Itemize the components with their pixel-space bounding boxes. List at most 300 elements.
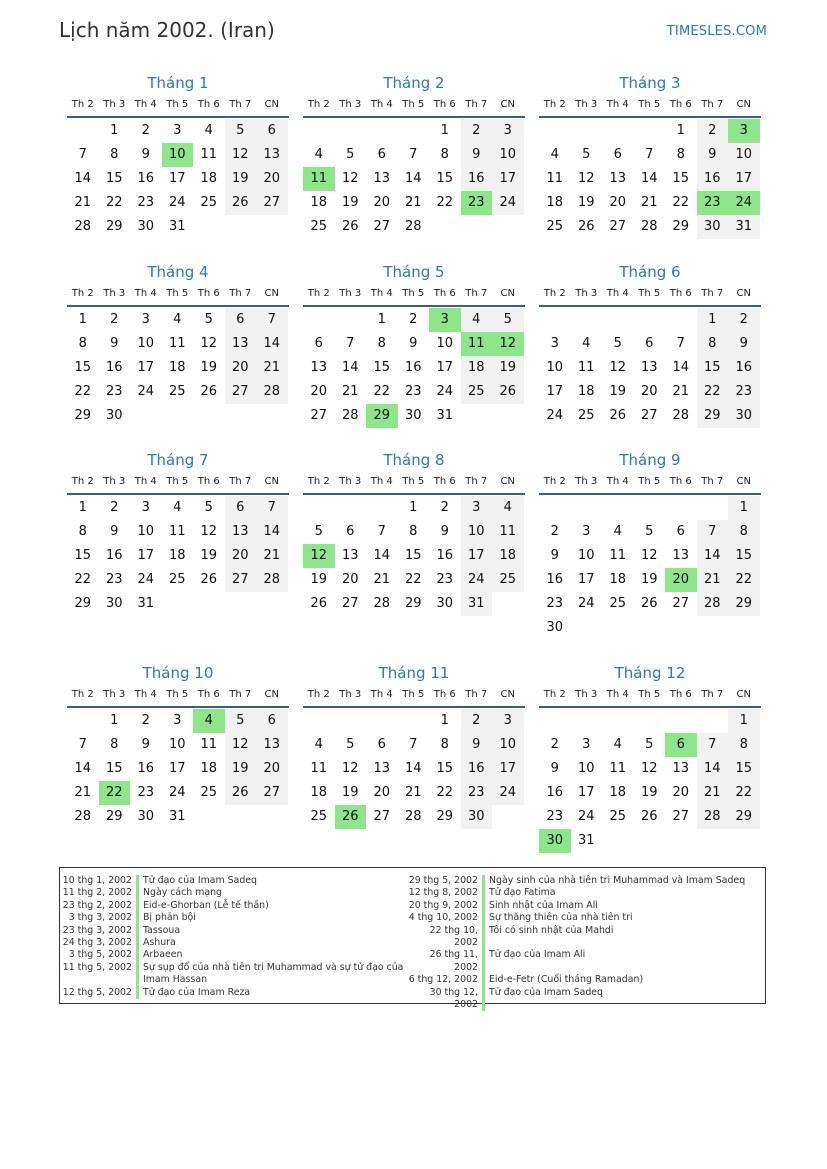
day-cell: 17 <box>577 572 595 587</box>
weekday-label: Th 7 <box>465 476 488 487</box>
holiday-name: Tử đạo của Imam Sadeq <box>489 986 604 998</box>
day-cell: 1 <box>78 312 87 327</box>
day-cell: 11 <box>200 147 218 162</box>
empty-cell <box>571 496 603 520</box>
empty-cell <box>665 308 697 332</box>
weekday-label: Th 7 <box>701 476 724 487</box>
empty-cell <box>634 709 666 733</box>
day-cell: 14 <box>404 171 422 186</box>
holiday-date: 23 thg 3, 2002 <box>62 924 132 936</box>
empty-cell <box>571 308 603 332</box>
day-cell: 27 <box>672 809 690 824</box>
day-cell: 26 <box>225 781 257 805</box>
day-cell: 24 <box>137 384 155 399</box>
weekday-label: Th 4 <box>134 476 157 487</box>
day-cell: 17 <box>492 167 524 191</box>
month-calendar <box>67 261 289 428</box>
day-cell: 11 <box>546 171 564 186</box>
day-cell: 28 <box>404 219 422 234</box>
holiday-name: Arbaeen <box>143 949 183 961</box>
weekday-header <box>303 285 525 307</box>
day-cell: 23 <box>105 572 123 587</box>
day-cell: 15 <box>697 356 729 380</box>
day-cell: 10 <box>546 360 564 375</box>
day-cell: 4 <box>613 737 622 752</box>
day-cell: 13 <box>609 171 627 186</box>
day-cell: 1 <box>409 500 418 515</box>
day-cell: 7 <box>676 336 685 351</box>
day-cell: 19 <box>341 195 359 210</box>
day-cell: 22 <box>728 568 760 592</box>
day-cell: 16 <box>461 167 493 191</box>
day-cell: 28 <box>256 568 288 592</box>
day-cell: 24 <box>168 785 186 800</box>
month-calendar <box>303 72 525 239</box>
holiday-list-right <box>406 875 760 1011</box>
holiday-row <box>406 900 760 912</box>
day-cell: 26 <box>341 219 359 234</box>
page-title: Lịch năm 2002. (Iran) <box>59 18 275 42</box>
day-cell: 7 <box>697 520 729 544</box>
day-cell: 21 <box>256 544 288 568</box>
day-cell: 5 <box>204 500 213 515</box>
weekday-label: Th 7 <box>229 288 252 299</box>
day-cell: 16 <box>105 548 123 563</box>
empty-cell <box>602 709 634 733</box>
day-cell: 20 <box>256 167 288 191</box>
empty-cell <box>634 119 666 143</box>
day-cell: 15 <box>404 548 422 563</box>
day-cell: 9 <box>141 147 150 162</box>
weekday-label: Th 6 <box>669 476 692 487</box>
holiday-day-cell: 29 <box>366 404 398 428</box>
day-cell: 19 <box>640 785 658 800</box>
holiday-name: Sinh nhật của Imam Ali <box>489 899 598 911</box>
day-cell: 16 <box>404 360 422 375</box>
day-cell: 9 <box>461 143 493 167</box>
weekday-label: Th 5 <box>638 476 661 487</box>
day-cell: 27 <box>640 408 658 423</box>
holiday-marker <box>136 987 139 999</box>
day-cell: 2 <box>728 308 760 332</box>
day-cell: 17 <box>461 544 493 568</box>
holiday-marker <box>136 912 139 924</box>
day-cell: 22 <box>74 384 92 399</box>
weekday-label: Th 6 <box>669 288 692 299</box>
holiday-day-cell: 3 <box>429 308 461 332</box>
holiday-row <box>406 987 760 1012</box>
day-cell: 22 <box>373 384 391 399</box>
month-calendar <box>539 662 761 853</box>
weekday-label: Th 7 <box>465 288 488 299</box>
month-calendar <box>539 261 761 428</box>
weekday-label: Th 4 <box>370 99 393 110</box>
weekday-label: CN <box>736 99 751 110</box>
day-cell: 21 <box>256 356 288 380</box>
weekday-label: Th 4 <box>134 288 157 299</box>
day-cell: 18 <box>577 384 595 399</box>
day-cell: 29 <box>697 404 729 428</box>
day-cell: 3 <box>492 709 524 733</box>
day-cell: 4 <box>314 737 323 752</box>
empty-cell <box>303 496 335 520</box>
holiday-day-cell: 22 <box>99 781 131 805</box>
day-cell: 14 <box>697 757 729 781</box>
day-cell: 5 <box>582 147 591 162</box>
day-cell: 25 <box>310 809 328 824</box>
day-cell: 29 <box>404 596 422 611</box>
day-cell: 27 <box>256 191 288 215</box>
day-grid <box>303 308 525 428</box>
day-cell: 21 <box>672 384 690 399</box>
day-cell: 25 <box>168 384 186 399</box>
day-cell: 22 <box>436 195 454 210</box>
day-cell: 1 <box>440 713 449 728</box>
day-cell: 25 <box>461 380 493 404</box>
day-grid <box>67 496 289 616</box>
day-cell: 8 <box>377 336 386 351</box>
weekday-header <box>539 686 761 708</box>
day-cell: 13 <box>310 360 328 375</box>
holiday-row <box>60 912 410 924</box>
day-cell: 24 <box>492 191 524 215</box>
weekday-label: Th 6 <box>197 99 220 110</box>
day-cell: 4 <box>582 336 591 351</box>
holiday-row <box>406 912 760 924</box>
day-cell: 26 <box>609 408 627 423</box>
day-cell: 2 <box>697 119 729 143</box>
day-cell: 27 <box>310 408 328 423</box>
holiday-date: 20 thg 9, 2002 <box>408 899 478 911</box>
day-cell: 19 <box>200 360 218 375</box>
weekday-header <box>303 96 525 118</box>
day-cell: 3 <box>173 123 182 138</box>
day-cell: 7 <box>409 147 418 162</box>
day-cell: 29 <box>105 219 123 234</box>
day-cell: 20 <box>373 785 391 800</box>
day-cell: 9 <box>409 336 418 351</box>
holiday-row <box>60 962 410 987</box>
day-cell: 30 <box>105 596 123 611</box>
day-cell: 22 <box>697 380 729 404</box>
holiday-name: Bị phản bội <box>143 912 196 924</box>
weekday-header <box>67 686 289 708</box>
day-cell: 17 <box>137 360 155 375</box>
day-cell: 13 <box>256 143 288 167</box>
day-cell: 19 <box>640 572 658 587</box>
day-cell: 24 <box>577 596 595 611</box>
empty-cell <box>665 496 697 520</box>
holiday-name: Tử đạo Fatima <box>489 887 556 899</box>
day-cell: 9 <box>697 143 729 167</box>
day-cell: 9 <box>728 332 760 356</box>
weekday-label: CN <box>264 288 279 299</box>
empty-cell <box>335 496 367 520</box>
day-cell: 25 <box>310 219 328 234</box>
holiday-row <box>406 875 760 887</box>
day-cell: 31 <box>168 809 186 824</box>
day-cell: 15 <box>436 761 454 776</box>
day-cell: 18 <box>310 785 328 800</box>
weekday-label: Th 4 <box>606 476 629 487</box>
day-cell: 19 <box>492 356 524 380</box>
empty-cell <box>665 709 697 733</box>
empty-cell <box>602 308 634 332</box>
month-calendar <box>303 449 525 616</box>
day-cell: 31 <box>461 592 493 616</box>
day-cell: 18 <box>546 195 564 210</box>
day-cell: 23 <box>728 380 760 404</box>
weekday-label: Th 3 <box>103 99 126 110</box>
day-cell: 22 <box>105 195 123 210</box>
weekday-header <box>67 285 289 307</box>
day-cell: 2 <box>110 500 119 515</box>
day-cell: 12 <box>341 761 359 776</box>
day-cell: 7 <box>697 733 729 757</box>
holiday-name: Tôi có sinh nhật của Mahdi <box>489 924 614 936</box>
day-cell: 9 <box>141 737 150 752</box>
day-cell: 21 <box>74 785 92 800</box>
day-cell: 11 <box>609 761 627 776</box>
day-cell: 27 <box>609 219 627 234</box>
day-cell: 16 <box>461 757 493 781</box>
holiday-date: 4 thg 10, 2002 <box>408 912 478 924</box>
weekday-label: Th 6 <box>433 476 456 487</box>
weekday-label: Th 3 <box>339 476 362 487</box>
day-grid <box>303 119 525 239</box>
month-title: Tháng 1 <box>147 74 209 92</box>
day-cell: 14 <box>256 520 288 544</box>
day-cell: 27 <box>672 596 690 611</box>
day-cell: 25 <box>200 195 218 210</box>
day-grid <box>539 308 761 428</box>
month-title: Tháng 10 <box>142 664 214 682</box>
day-cell: 24 <box>436 384 454 399</box>
day-cell: 13 <box>225 520 257 544</box>
day-cell: 26 <box>225 191 257 215</box>
month-title: Tháng 11 <box>378 664 450 682</box>
weekday-label: CN <box>264 476 279 487</box>
weekday-label: Th 3 <box>103 476 126 487</box>
weekday-label: Th 7 <box>229 476 252 487</box>
day-cell: 11 <box>168 524 186 539</box>
holiday-list-left <box>60 875 410 999</box>
empty-cell <box>697 709 729 733</box>
weekday-label: Th 5 <box>166 689 189 700</box>
month-calendar <box>539 72 761 239</box>
weekday-header <box>303 686 525 708</box>
day-cell: 7 <box>256 308 288 332</box>
day-cell: 28 <box>697 805 729 829</box>
day-cell: 11 <box>310 761 328 776</box>
day-cell: 10 <box>137 524 155 539</box>
day-cell: 24 <box>577 809 595 824</box>
day-cell: 17 <box>728 167 760 191</box>
day-cell: 5 <box>314 524 323 539</box>
holiday-name: Tử đạo của Imam Reza <box>143 986 251 998</box>
day-cell: 12 <box>225 143 257 167</box>
day-cell: 3 <box>461 496 493 520</box>
weekday-label: Th 7 <box>229 689 252 700</box>
day-cell: 1 <box>728 709 760 733</box>
day-cell: 16 <box>546 572 564 587</box>
holiday-marker <box>482 949 485 974</box>
day-cell: 1 <box>110 713 119 728</box>
day-cell: 25 <box>546 219 564 234</box>
day-cell: 2 <box>141 123 150 138</box>
month-title: Tháng 8 <box>383 451 445 469</box>
day-cell: 3 <box>582 524 591 539</box>
holiday-day-cell: 23 <box>697 191 729 215</box>
day-cell: 19 <box>577 195 595 210</box>
day-cell: 22 <box>728 781 760 805</box>
day-cell: 24 <box>168 195 186 210</box>
empty-cell <box>634 496 666 520</box>
day-cell: 6 <box>377 737 386 752</box>
day-cell: 17 <box>577 785 595 800</box>
day-grid <box>303 496 525 616</box>
day-cell: 3 <box>141 312 150 327</box>
holiday-day-cell: 4 <box>193 709 225 733</box>
day-cell: 28 <box>74 219 92 234</box>
holiday-marker <box>482 925 485 950</box>
day-cell: 8 <box>440 737 449 752</box>
weekday-label: Th 2 <box>543 476 566 487</box>
holiday-marker <box>482 875 485 887</box>
day-cell: 8 <box>728 733 760 757</box>
holiday-name: Eid-e-Fetr (Cuối tháng Ramadan) <box>489 974 644 986</box>
day-cell: 2 <box>110 312 119 327</box>
day-cell: 25 <box>200 785 218 800</box>
day-cell: 24 <box>137 572 155 587</box>
day-cell: 23 <box>105 384 123 399</box>
weekday-header <box>539 96 761 118</box>
holiday-marker <box>482 974 485 986</box>
day-cell: 1 <box>697 308 729 332</box>
empty-cell <box>539 308 571 332</box>
month-title: Tháng 2 <box>383 74 445 92</box>
day-cell: 29 <box>436 809 454 824</box>
month-calendar <box>67 72 289 239</box>
day-cell: 9 <box>461 733 493 757</box>
day-cell: 2 <box>550 524 559 539</box>
day-cell: 7 <box>256 496 288 520</box>
holiday-date: 30 thg 12, 2002 <box>429 986 478 1011</box>
day-cell: 17 <box>137 548 155 563</box>
day-cell: 9 <box>110 524 119 539</box>
empty-cell <box>634 308 666 332</box>
day-cell: 6 <box>613 147 622 162</box>
day-cell: 14 <box>373 548 391 563</box>
day-cell: 28 <box>341 408 359 423</box>
weekday-header <box>539 473 761 495</box>
day-cell: 16 <box>546 785 564 800</box>
day-cell: 5 <box>204 312 213 327</box>
day-cell: 14 <box>341 360 359 375</box>
day-cell: 20 <box>225 544 257 568</box>
day-cell: 15 <box>373 360 391 375</box>
weekday-label: Th 4 <box>370 476 393 487</box>
day-cell: 12 <box>640 761 658 776</box>
holiday-marker <box>482 987 485 1012</box>
day-cell: 12 <box>341 171 359 186</box>
holiday-row <box>60 925 410 937</box>
day-cell: 14 <box>74 171 92 186</box>
day-grid <box>303 709 525 829</box>
day-cell: 7 <box>346 336 355 351</box>
day-cell: 2 <box>141 713 150 728</box>
day-cell: 18 <box>168 360 186 375</box>
day-cell: 29 <box>728 592 760 616</box>
weekday-label: Th 3 <box>339 288 362 299</box>
day-cell: 4 <box>492 496 524 520</box>
day-cell: 25 <box>577 408 595 423</box>
weekday-label: Th 3 <box>339 99 362 110</box>
holiday-row <box>60 949 410 961</box>
day-cell: 10 <box>577 761 595 776</box>
weekday-label: Th 2 <box>71 99 94 110</box>
weekday-label: Th 3 <box>103 288 126 299</box>
empty-cell <box>366 119 398 143</box>
day-cell: 4 <box>550 147 559 162</box>
holiday-date: 3 thg 3, 2002 <box>68 912 132 924</box>
empty-cell <box>67 709 99 733</box>
weekday-label: Th 2 <box>543 689 566 700</box>
day-cell: 2 <box>440 500 449 515</box>
day-cell: 1 <box>377 312 386 327</box>
site-link[interactable]: TIMESLES.COM <box>666 24 767 39</box>
day-cell: 28 <box>404 809 422 824</box>
day-cell: 23 <box>461 781 493 805</box>
weekday-label: Th 6 <box>433 288 456 299</box>
day-cell: 27 <box>373 219 391 234</box>
month-calendar <box>303 662 525 829</box>
day-cell: 10 <box>137 336 155 351</box>
holiday-row <box>60 937 410 949</box>
weekday-header <box>67 96 289 118</box>
month-calendar <box>539 449 761 640</box>
day-cell: 12 <box>609 360 627 375</box>
weekday-label: CN <box>736 288 751 299</box>
day-cell: 30 <box>105 408 123 423</box>
day-cell: 11 <box>609 548 627 563</box>
day-cell: 3 <box>492 119 524 143</box>
weekday-label: Th 2 <box>307 99 330 110</box>
day-cell: 28 <box>373 596 391 611</box>
day-cell: 17 <box>492 757 524 781</box>
day-grid <box>67 119 289 239</box>
day-cell: 9 <box>110 336 119 351</box>
weekday-label: Th 2 <box>71 689 94 700</box>
weekday-label: CN <box>500 288 515 299</box>
day-cell: 13 <box>672 548 690 563</box>
day-cell: 10 <box>577 548 595 563</box>
holiday-day-cell: 3 <box>728 119 760 143</box>
weekday-label: Th 5 <box>402 476 425 487</box>
day-cell: 30 <box>137 219 155 234</box>
day-cell: 20 <box>225 356 257 380</box>
day-cell: 3 <box>141 500 150 515</box>
day-cell: 1 <box>78 500 87 515</box>
day-cell: 28 <box>640 219 658 234</box>
holiday-date: 24 thg 3, 2002 <box>62 937 132 949</box>
day-cell: 15 <box>105 761 123 776</box>
day-cell: 5 <box>346 737 355 752</box>
month-title: Tháng 3 <box>619 74 681 92</box>
weekday-label: CN <box>500 689 515 700</box>
day-cell: 19 <box>200 548 218 563</box>
day-cell: 4 <box>173 500 182 515</box>
